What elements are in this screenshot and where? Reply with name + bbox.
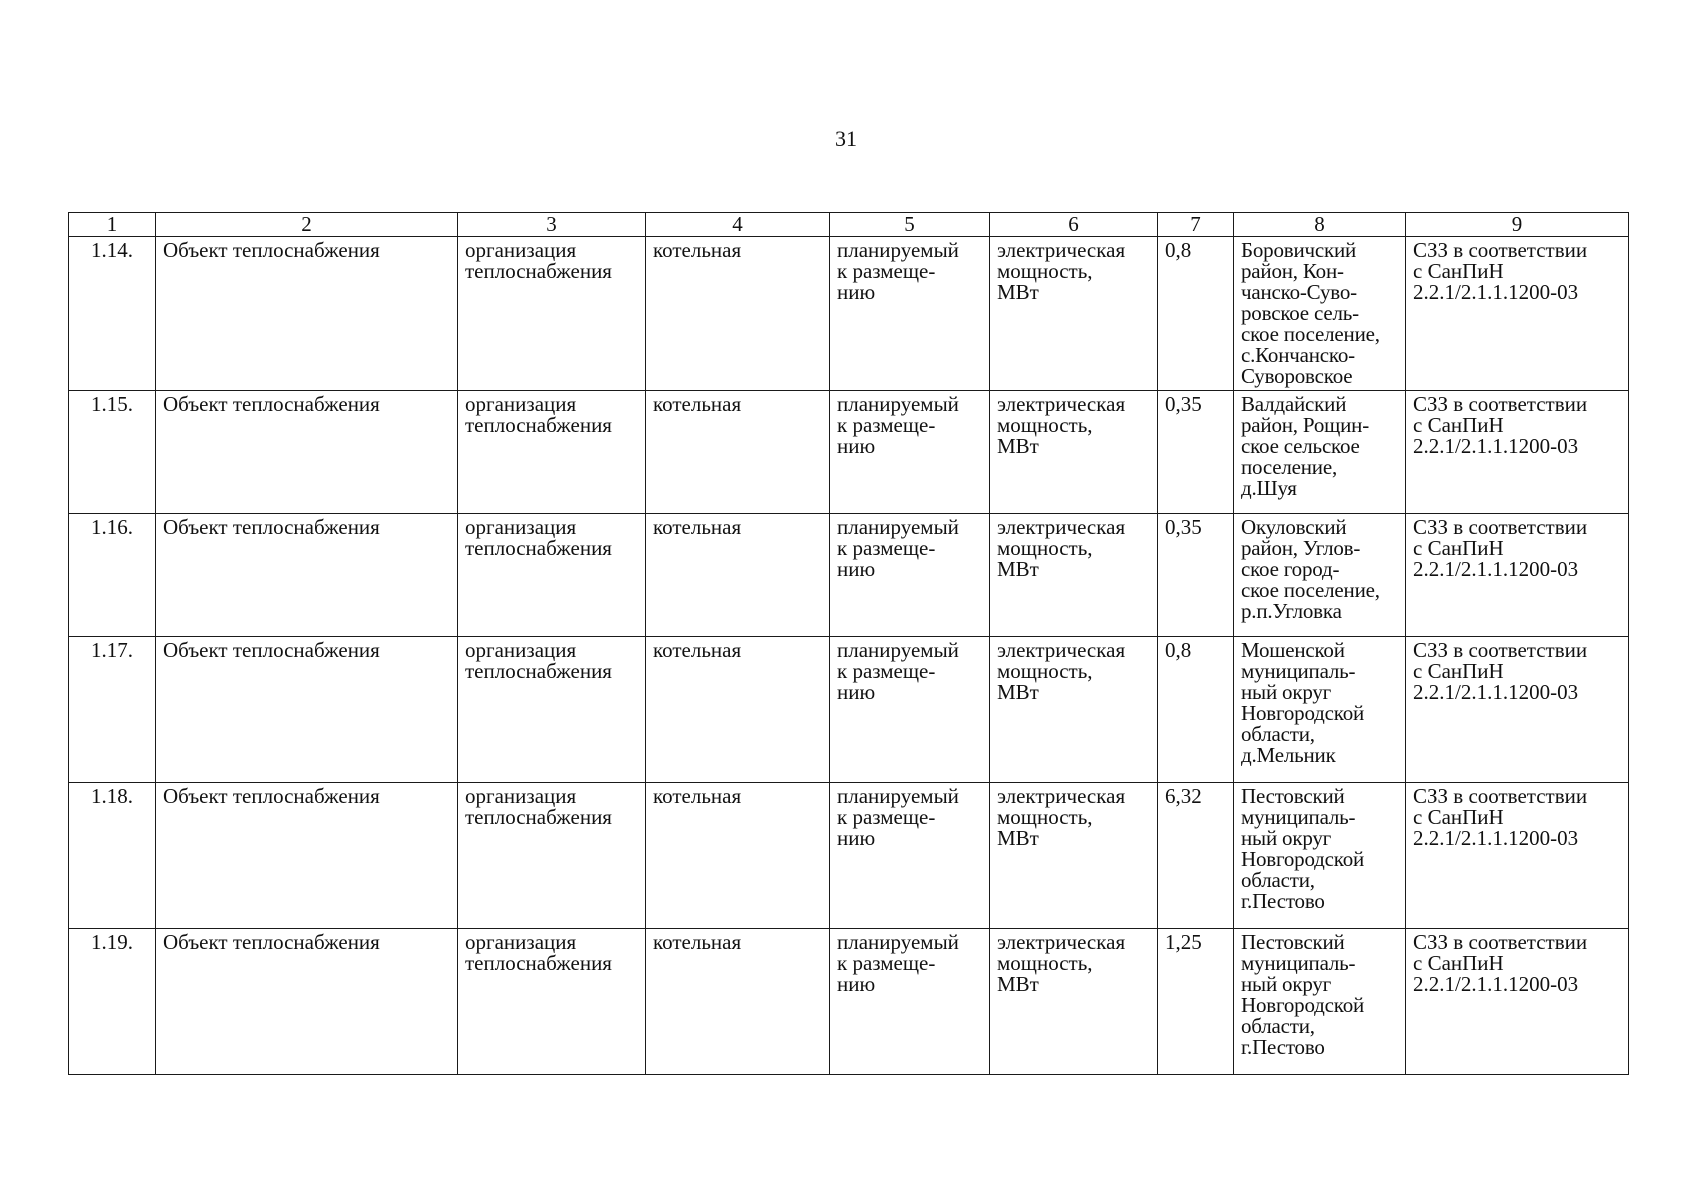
protection-zone: СЗЗ в соответствии с СанПиН 2.2.1/2.1.1.1200-03 <box>1406 237 1629 391</box>
object-purpose: организация теплоснабжения <box>458 514 646 637</box>
column-header-7: 7 <box>1158 213 1234 237</box>
table-row <box>69 783 1629 929</box>
parameter-value: 6,32 <box>1158 783 1234 929</box>
row-number: 1.18. <box>69 783 156 929</box>
object-type: котельная <box>646 237 830 391</box>
object-location: Пестовский муниципаль- ный округ Новгородской области, г.Пестово <box>1234 783 1406 929</box>
column-header-8: 8 <box>1234 213 1406 237</box>
object-parameter: электрическая мощность, МВт <box>990 514 1158 637</box>
object-name: Объект теплоснабжения <box>156 783 458 929</box>
column-header-9: 9 <box>1406 213 1629 237</box>
object-purpose: организация теплоснабжения <box>458 237 646 391</box>
object-location: Мошенской муниципаль- ный округ Новгородской области, д.Мельник <box>1234 637 1406 783</box>
row-number: 1.19. <box>69 929 156 1075</box>
column-header-6: 6 <box>990 213 1158 237</box>
object-parameter: электрическая мощность, МВт <box>990 237 1158 391</box>
object-name: Объект теплоснабжения <box>156 929 458 1075</box>
object-location: Пестовский муниципаль- ный округ Новгородской области, г.Пестово <box>1234 929 1406 1075</box>
parameter-value: 1,25 <box>1158 929 1234 1075</box>
protection-zone: СЗЗ в соответствии с СанПиН 2.2.1/2.1.1.1200-03 <box>1406 514 1629 637</box>
protection-zone: СЗЗ в соответствии с СанПиН 2.2.1/2.1.1.1200-03 <box>1406 391 1629 514</box>
object-location: Валдайский район, Рощин- ское сельское поселение, д.Шуя <box>1234 391 1406 514</box>
object-purpose: организация теплоснабжения <box>458 391 646 514</box>
row-number: 1.17. <box>69 637 156 783</box>
object-type: котельная <box>646 514 830 637</box>
objects-table <box>68 212 1629 1075</box>
object-status: планируемый к размеще- нию <box>830 637 990 783</box>
table-row <box>69 929 1629 1075</box>
object-parameter: электрическая мощность, МВт <box>990 391 1158 514</box>
table-row <box>69 237 1629 391</box>
object-parameter: электрическая мощность, МВт <box>990 783 1158 929</box>
object-purpose: организация теплоснабжения <box>458 637 646 783</box>
object-name: Объект теплоснабжения <box>156 391 458 514</box>
table-row <box>69 391 1629 514</box>
column-header-5: 5 <box>830 213 990 237</box>
object-name: Объект теплоснабжения <box>156 637 458 783</box>
object-type: котельная <box>646 929 830 1075</box>
protection-zone: СЗЗ в соответствии с СанПиН 2.2.1/2.1.1.1200-03 <box>1406 929 1629 1075</box>
object-parameter: электрическая мощность, МВт <box>990 637 1158 783</box>
protection-zone: СЗЗ в соответствии с СанПиН 2.2.1/2.1.1.1200-03 <box>1406 637 1629 783</box>
table-row <box>69 514 1629 637</box>
column-header-3: 3 <box>458 213 646 237</box>
page-number: 31 <box>835 126 857 151</box>
row-number: 1.14. <box>69 237 156 391</box>
protection-zone: СЗЗ в соответствии с СанПиН 2.2.1/2.1.1.1200-03 <box>1406 783 1629 929</box>
object-name: Объект теплоснабжения <box>156 514 458 637</box>
column-header-4: 4 <box>646 213 830 237</box>
object-parameter: электрическая мощность, МВт <box>990 929 1158 1075</box>
object-status: планируемый к размеще- нию <box>830 237 990 391</box>
object-status: планируемый к размеще- нию <box>830 929 990 1075</box>
object-purpose: организация теплоснабжения <box>458 783 646 929</box>
column-header-2: 2 <box>156 213 458 237</box>
object-name: Объект теплоснабжения <box>156 237 458 391</box>
parameter-value: 0,8 <box>1158 637 1234 783</box>
table-row <box>69 637 1629 783</box>
row-number: 1.15. <box>69 391 156 514</box>
object-status: планируемый к размеще- нию <box>830 514 990 637</box>
object-type: котельная <box>646 783 830 929</box>
object-type: котельная <box>646 391 830 514</box>
parameter-value: 0,8 <box>1158 237 1234 391</box>
object-type: котельная <box>646 637 830 783</box>
parameter-value: 0,35 <box>1158 514 1234 637</box>
object-purpose: организация теплоснабжения <box>458 929 646 1075</box>
column-header-1: 1 <box>69 213 156 237</box>
object-status: планируемый к размеще- нию <box>830 391 990 514</box>
parameter-value: 0,35 <box>1158 391 1234 514</box>
row-number: 1.16. <box>69 514 156 637</box>
object-location: Боровичский район, Кон- чанско-Суво- ровское сель- ское поселение, с.Кончанско- Суворовское <box>1234 237 1406 391</box>
object-location: Окуловский район, Углов- ское город- ское поселение, р.п.Угловка <box>1234 514 1406 637</box>
table-header-row <box>69 213 1629 237</box>
object-status: планируемый к размеще- нию <box>830 783 990 929</box>
